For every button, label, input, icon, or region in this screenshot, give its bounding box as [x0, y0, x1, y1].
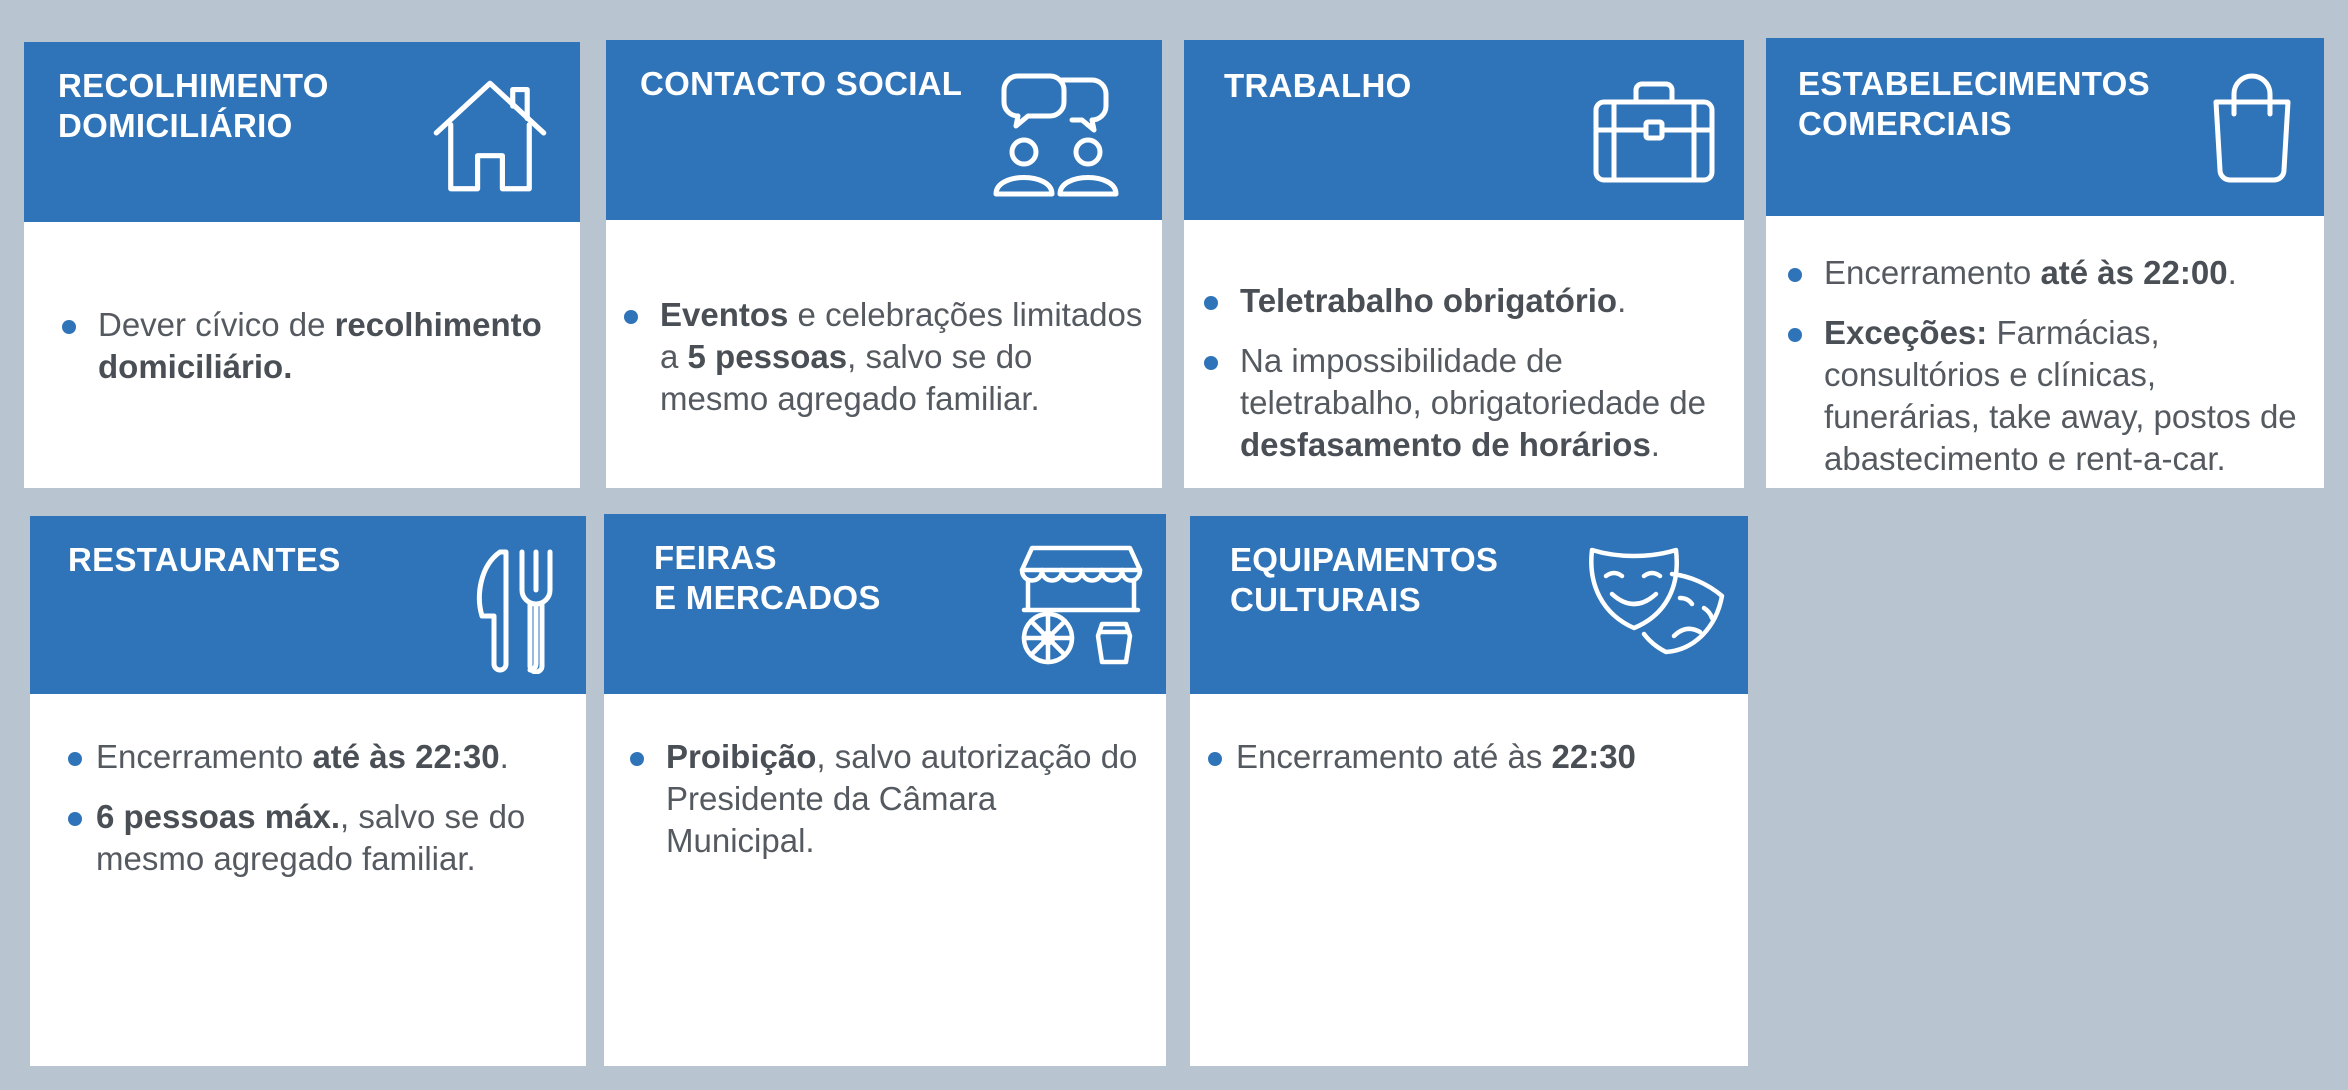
card-title: [58, 66, 418, 146]
card-body: [604, 694, 1166, 1066]
card-header: [1766, 38, 2324, 216]
title-line-2: CULTURAIS: [1230, 581, 1421, 618]
house-icon: [428, 70, 552, 200]
card-contacto-social: [606, 40, 1162, 488]
card-body: [1184, 220, 1744, 488]
card-body: [606, 220, 1162, 488]
card-body: [30, 694, 586, 1066]
theater-masks-icon: [1588, 544, 1726, 656]
list-item: Na impossibilidade de teletrabalho, obrigatoriedade de desfasamento de horários.: [1204, 340, 1726, 466]
list-item: Proibição, salvo autorização do Presidente da Câmara Municipal.: [630, 736, 1148, 862]
card-body: [24, 222, 580, 488]
card-header: [1184, 40, 1744, 220]
card-body: [1766, 216, 2324, 488]
title-line-1: RESTAURANTES: [68, 541, 341, 578]
list-item: 6 pessoas máx., salvo se do mesmo agregado familiar.: [68, 796, 568, 880]
title-line-1: FEIRAS: [654, 539, 777, 576]
list-item: Encerramento até às 22:30: [1208, 736, 1730, 778]
card-title: [640, 64, 1000, 104]
list-item: Dever cívico de recolhimento domiciliário.: [62, 304, 562, 388]
list-item: Encerramento até às 22:00.: [1788, 252, 2306, 294]
briefcase-icon: [1592, 80, 1716, 184]
list-item: Exceções: Farmácias, consultórios e clínicas, funerárias, take away, postos de abastecimento e rent-a-car.: [1788, 312, 2306, 480]
title-line-1: RECOLHIMENTO: [58, 67, 329, 104]
card-title: [1230, 540, 1590, 620]
list-item: Eventos e celebrações limitados a 5 pessoas, salvo se do mesmo agregado familiar.: [624, 294, 1144, 420]
market-stall-icon: [1018, 540, 1144, 666]
card-header: [1190, 516, 1748, 694]
list-item: Teletrabalho obrigatório.: [1204, 280, 1726, 322]
card-header: [30, 516, 586, 694]
card-feiras-mercados: [604, 514, 1166, 1066]
cutlery-icon: [470, 546, 560, 674]
title-line-1: ESTABELECIMENTOS: [1798, 65, 2150, 102]
card-title: [654, 538, 1014, 618]
list-item: Encerramento até às 22:30.: [68, 736, 568, 778]
card-recolhimento: [24, 42, 580, 488]
card-equipamentos-culturais: [1190, 516, 1748, 1066]
title-line-2: E MERCADOS: [654, 579, 881, 616]
card-restaurantes: [30, 516, 586, 1066]
card-title: [1798, 64, 2158, 144]
card-title: [1224, 66, 1584, 106]
title-line-2: DOMICILIÁRIO: [58, 107, 293, 144]
card-header: [24, 42, 580, 222]
card-header: [604, 514, 1166, 694]
card-title: [68, 540, 428, 580]
card-estabelecimentos-comerciais: [1766, 38, 2324, 488]
card-body: [1190, 694, 1748, 1066]
shopping-bag-icon: [2210, 72, 2294, 184]
title-line-1: TRABALHO: [1224, 67, 1412, 104]
title-line-1: EQUIPAMENTOS: [1230, 541, 1499, 578]
title-line-2: COMERCIAIS: [1798, 105, 2012, 142]
title-line-1: CONTACTO SOCIAL: [640, 65, 963, 102]
people-chat-icon: [988, 68, 1124, 198]
card-header: [606, 40, 1162, 220]
card-trabalho: [1184, 40, 1744, 488]
